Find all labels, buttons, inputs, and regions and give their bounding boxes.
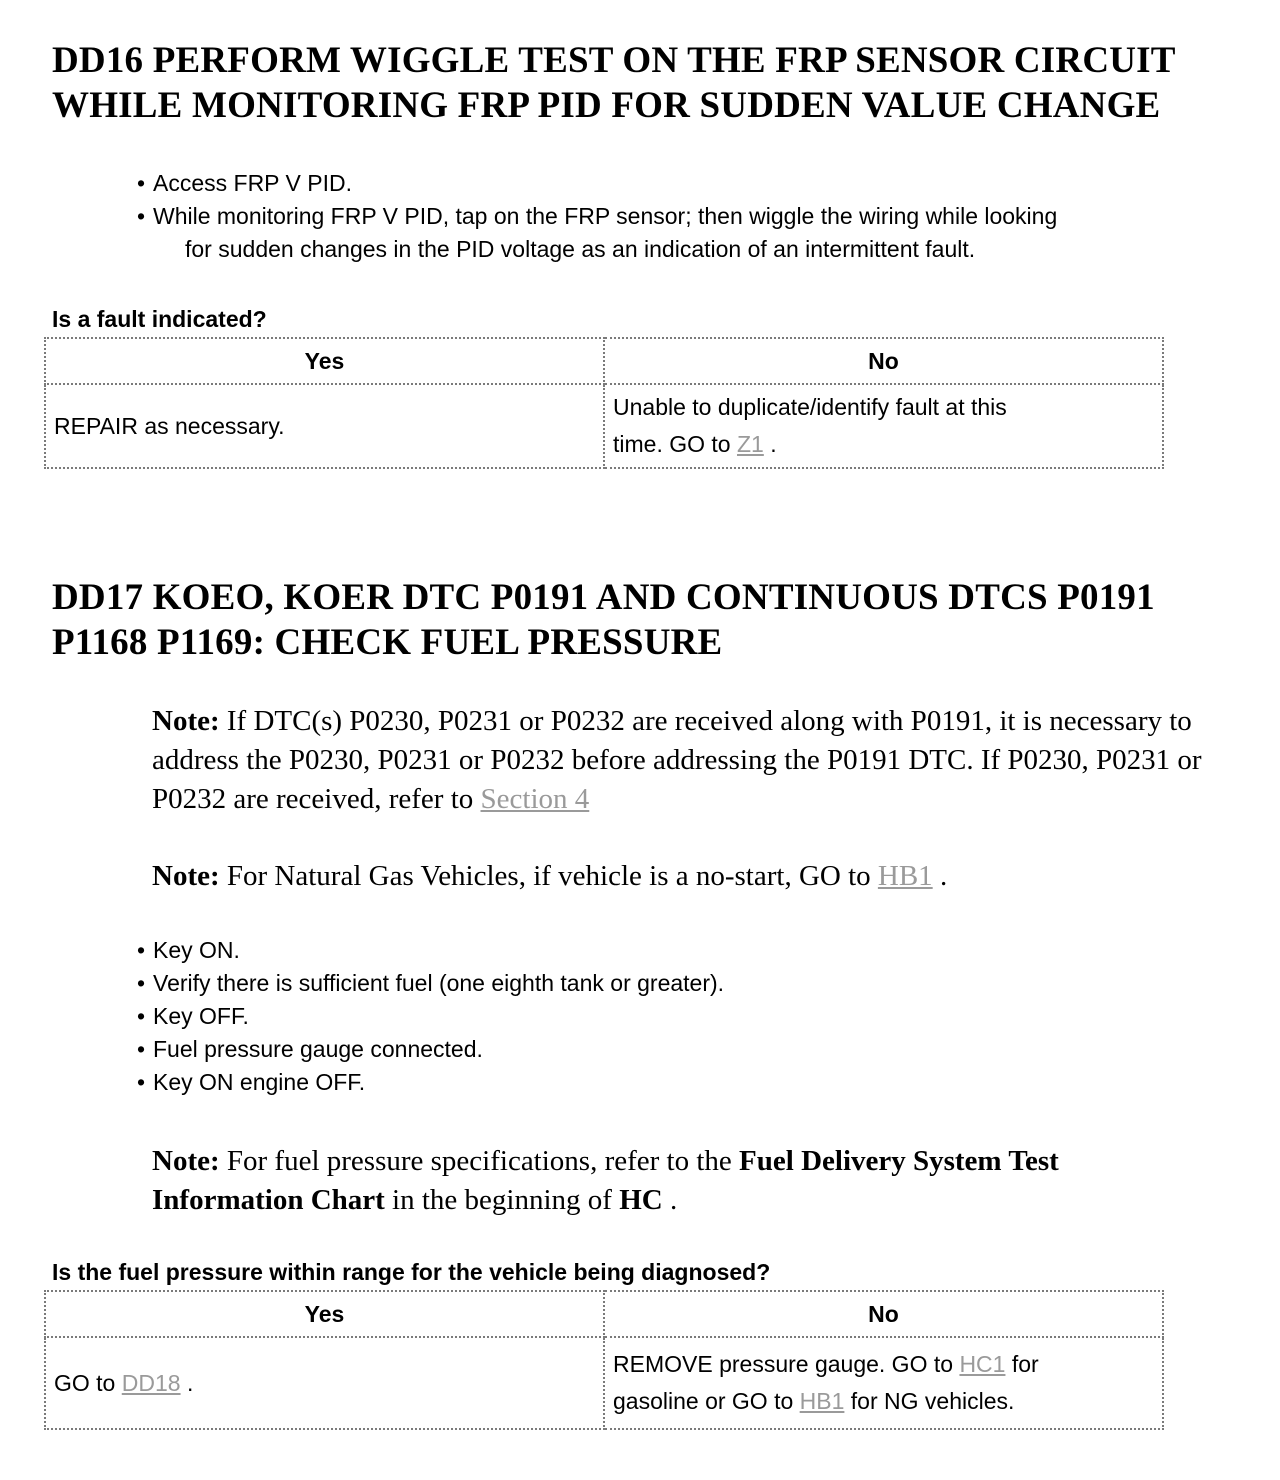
yes-header: Yes	[45, 338, 604, 384]
no-cell: REMOVE pressure gauge. GO to HC1 for gasoline or GO to HB1 for NG vehicles.	[604, 1337, 1163, 1429]
hc1-link[interactable]: HC1	[959, 1351, 1006, 1377]
list-item: • Key ON engine OFF.	[135, 1066, 1135, 1099]
dd16-yes-no-table	[44, 337, 1164, 469]
section-4-link[interactable]: Section 4	[480, 783, 590, 815]
note-label: Note:	[152, 705, 220, 737]
hb1-link[interactable]: HB1	[799, 1388, 845, 1414]
yes-header: Yes	[45, 1291, 604, 1337]
dd16-question: Is a fault indicated?	[52, 306, 267, 332]
dd17-bullet-list	[135, 934, 1135, 1099]
dd17-title-line2: P1168 P1169: CHECK FUEL PRESSURE	[52, 622, 723, 663]
yes-cell: REPAIR as necessary.	[45, 384, 604, 468]
hb1-link[interactable]: HB1	[877, 860, 933, 892]
note-p0230: Note: If DTC(s) P0230, P0231 or P0232 are received along with P0191, it is necessary to address the P0230, P0231 or P0232 before addressing the P0191 DTC. If P0230, P0231 or P0232 are received, refer to Section 4	[152, 705, 1202, 815]
yes-cell: GO to DD18 .	[45, 1337, 604, 1429]
note-label: Note:	[152, 1145, 220, 1177]
dd17-title-line1: DD17 KOEO, KOER DTC P0191 AND CONTINUOUS DTCS P0191	[52, 577, 1155, 618]
bullet-continuation: for sudden changes in the PID voltage as an indication of an intermittent fault.	[185, 236, 976, 262]
dd16-title-line2: WHILE MONITORING FRP PID FOR SUDDEN VALUE CHANGE	[52, 85, 1161, 126]
dd17-question: Is the fuel pressure within range for the vehicle being diagnosed?	[52, 1259, 771, 1285]
no-header: No	[604, 338, 1163, 384]
hc-ref: HC	[619, 1184, 663, 1216]
dd17-step-title	[52, 575, 1252, 665]
no-cell: Unable to duplicate/identify fault at this time. GO to Z1 .	[604, 384, 1163, 468]
table-row	[45, 1337, 1163, 1429]
dd16-bullet-list	[135, 167, 1265, 266]
note-label: Note:	[152, 860, 220, 892]
dd18-link[interactable]: DD18	[121, 1369, 181, 1396]
note-natural-gas: Note: For Natural Gas Vehicles, if vehicle is a no-start, GO to HB1 .	[152, 860, 948, 892]
table-header-row	[45, 1291, 1163, 1337]
list-item: • Access FRP V PID.	[135, 167, 1265, 200]
dd16-step-title	[52, 38, 1252, 128]
list-item: • Fuel pressure gauge connected.	[135, 1033, 1135, 1066]
list-item: • Key OFF.	[135, 1000, 1135, 1033]
list-item: • While monitoring FRP V PID, tap on the FRP sensor; then wiggle the wiring while looking for sudden changes in the PID voltage as an indication of an intermittent fault.	[135, 200, 1265, 266]
no-header: No	[604, 1291, 1163, 1337]
table-row	[45, 384, 1163, 468]
z1-link[interactable]: Z1	[736, 431, 764, 457]
table-header-row	[45, 338, 1163, 384]
note-fuel-spec: Note: For fuel pressure specifications, refer to the Fuel Delivery System Test Information Chart in the beginning of HC .	[152, 1145, 1059, 1216]
list-item: • Key ON.	[135, 934, 1135, 967]
dd16-title-line1: DD16 PERFORM WIGGLE TEST ON THE FRP SENSOR CIRCUIT	[52, 40, 1176, 81]
list-item: • Verify there is sufficient fuel (one eighth tank or greater).	[135, 967, 1135, 1000]
fuel-chart-ref: Fuel Delivery System Test Information Chart	[152, 1145, 1059, 1216]
dd17-yes-no-table	[44, 1290, 1164, 1430]
